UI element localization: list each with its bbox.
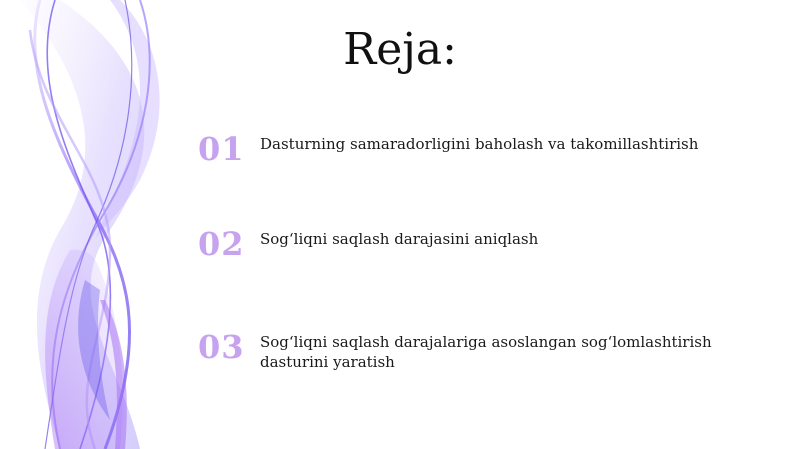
agenda-item-text: Sog‘liqni saqlash darajalariga asoslangan sog‘lomlashtirish dasturini yaratish	[260, 333, 712, 371]
agenda-item-3	[198, 329, 758, 389]
agenda-item-number: 01	[198, 130, 245, 168]
slide-title: Reja:	[343, 24, 457, 75]
agenda-item-number: 02	[198, 225, 245, 263]
agenda-item-2	[198, 226, 758, 286]
agenda-item-text: Dasturning samaradorligini baholash va takomillashtirish	[260, 135, 699, 153]
agenda-item-text: Sog‘liqni saqlash darajasini aniqlash	[260, 230, 539, 248]
agenda-item-number: 03	[198, 328, 245, 366]
purple-smoke-ribbon-decoration	[0, 0, 230, 449]
agenda-item-1	[198, 131, 758, 191]
